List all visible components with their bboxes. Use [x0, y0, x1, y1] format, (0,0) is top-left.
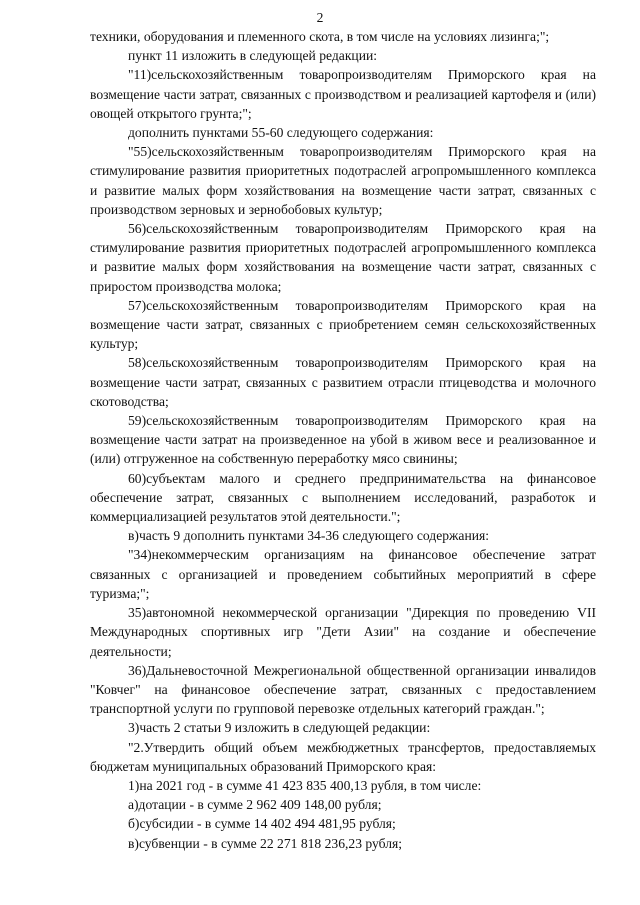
page-number: 2: [316, 10, 324, 25]
paragraph: 59)сельскохозяйственным товаропроизводителям Приморского края на возмещение части затрат на произведенное на убой в живом весе и реализованное и (или) отгруженное на собственную переработку мясо свинины;: [90, 413, 596, 467]
paragraph: "55)сельскохозяйственным товаропроизводителям Приморского края на стимулирование развития приоритетных подотраслей агропромышленного комплекса и развитие малых форм хозяйствования на возмещение части затрат, связанных с производством зерновых и зернобобовых культур;: [90, 144, 596, 217]
paragraph: б)субсидии - в сумме 14 402 494 481,95 рубля;: [128, 816, 396, 832]
document-body: [90, 27, 596, 853]
paragraph: дополнить пунктами 55-60 следующего содержания:: [128, 125, 434, 141]
paragraph: 3)часть 2 статьи 9 изложить в следующей редакции:: [128, 720, 431, 736]
paragraph: в)субвенции - в сумме 22 271 818 236,23 рубля;: [128, 835, 403, 851]
paragraph: "11)сельскохозяйственным товаропроизводителям Приморского края на возмещение части затрат, связанных с производством и реализацией картофеля и (или) овощей открытого грунта;";: [90, 67, 596, 121]
paragraph: 56)сельскохозяйственным товаропроизводителям Приморского края на стимулирование развития приоритетных подотраслей агропромышленного комплекса и развитие малых форм хозяйствования на возмещение части затрат, связанных с приростом производства молока;: [90, 221, 596, 294]
paragraph: 35)автономной некоммерческой организации "Дирекция по проведению VII Международных спортивных игр "Дети Азии" на создание и обеспечение деятельности;: [90, 605, 596, 659]
paragraph: пункт 11 изложить в следующей редакции:: [128, 48, 378, 64]
paragraph: 57)сельскохозяйственным товаропроизводителям Приморского края на возмещение части затрат, связанных с приобретением семян сельскохозяйственных культур;: [90, 297, 596, 352]
paragraph: 36)Дальневосточной Межрегиональной общественной организации инвалидов "Ковчег" на финансовое обеспечение затрат, связанных с предоставлением транспортной услуги по групповой перевозке отдельных категорий граждан.";: [90, 662, 596, 717]
paragraph: 1)на 2021 год - в сумме 41 423 835 400,13 рубля, в том числе:: [128, 777, 482, 793]
paragraph: а)дотации - в сумме 2 962 409 148,00 рубля;: [128, 797, 382, 813]
paragraph: 58)сельскохозяйственным товаропроизводителям Приморского края на возмещение части затрат, связанных с развитием отрасли птицеводства и молочного скотоводства;: [90, 355, 596, 409]
paragraph: техники, оборудования и племенного скота, в том числе на условиях лизинга;";: [90, 29, 550, 44]
paragraph: "2.Утвердить общий объем межбюджетных трансфертов, предоставляемых бюджетам муниципальных образований Приморского края:: [90, 739, 596, 774]
paragraph: "34)некоммерческим организациям на финансовое обеспечение затрат связанных с организацией и проведением событийных мероприятий в сфере туризма;";: [90, 547, 596, 601]
paragraph: 60)субъектам малого и среднего предпринимательства на финансовое обеспечение затрат, связанных с выполнением исследований, разработок и коммерциализацией результатов этой деятельности.";: [90, 470, 596, 525]
paragraph: в)часть 9 дополнить пунктами 34-36 следующего содержания:: [128, 528, 490, 544]
